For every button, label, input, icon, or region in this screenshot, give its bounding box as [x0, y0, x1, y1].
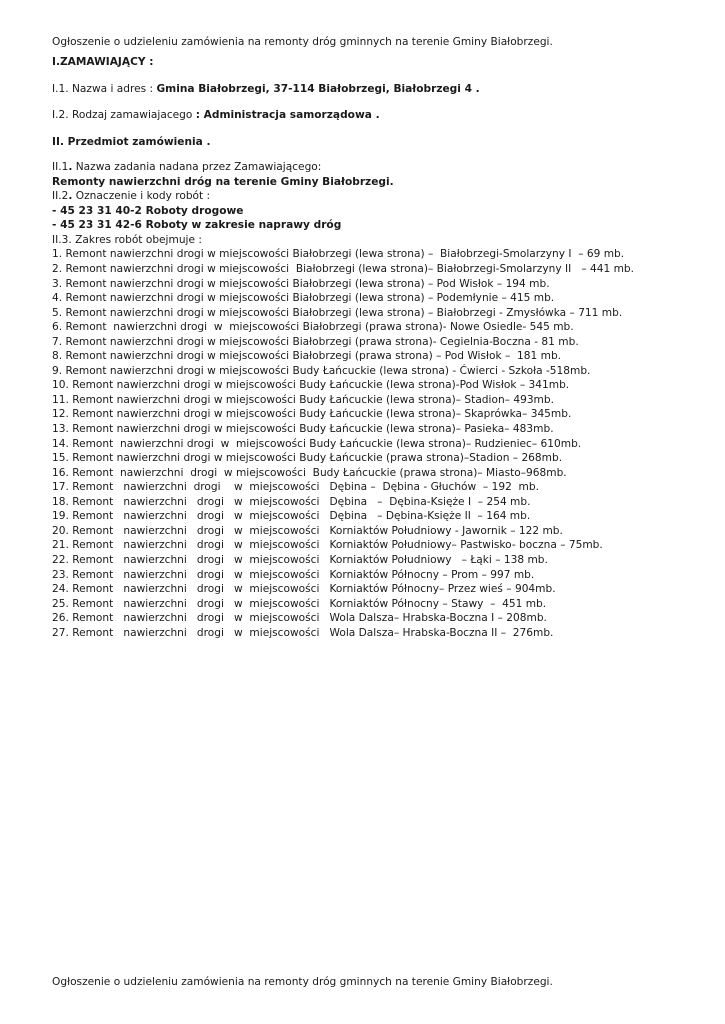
section-1-heading: I.ZAMAWIAJĄCY :	[52, 56, 154, 68]
list-item: 21. Remont nawierzchni drogi w miejscowości Korniaktów Południowy– Pastwisko- boczna – 75mb.	[52, 539, 603, 552]
cpv-code-2: - 45 23 31 42-6 Roboty w zakresie naprawy dróg	[52, 219, 342, 232]
cpv-code-1: - 45 23 31 40-2 Roboty drogowe	[52, 204, 244, 217]
task-name-label: Nazwa zadania nadana przez Zamawiającego:	[72, 161, 322, 174]
list-item: 3. Remont nawierzchni drogi w miejscowości Białobrzegi (lewa strona) – Pod Wisłok – 194 mb.	[52, 277, 550, 290]
list-item: 12. Remont nawierzchni drogi w miejscowości Budy Łańcuckie (lewa strona)– Skaprówka– 345mb.	[52, 408, 572, 421]
list-item: 17. Remont nawierzchni drogi w miejscowości Dębina – Dębina - Głuchów – 192 mb.	[52, 481, 539, 494]
codes-number-dot: .	[68, 190, 73, 203]
page-header: Ogłoszenie o udzieleniu zamówienia na remonty dróg gminnych na terenie Gminy Białobrzegi.	[52, 36, 553, 48]
list-item: 14. Remont nawierzchni drogi w miejscowości Budy Łańcuckie (lewa strona)– Rudzieniec– 610mb.	[52, 437, 582, 450]
address-label: I.1. Nazwa i adres :	[52, 82, 157, 95]
list-item: 5. Remont nawierzchni drogi w miejscowości Białobrzegi (lewa strona) – Białobrzegi - Zmysłówka – 711 mb.	[52, 306, 623, 319]
list-item: 7. Remont nawierzchni drogi w miejscowości Białobrzegi (prawa strona)- Cegielnia-Boczna - 81 mb.	[52, 335, 579, 348]
list-item: 22. Remont nawierzchni drogi w miejscowości Korniaktów Południowy – Łąki – 138 mb.	[52, 553, 548, 566]
entity-type-label: I.2. Rodzaj zamawiajacego	[52, 109, 196, 122]
list-item: 23. Remont nawierzchni drogi w miejscowości Korniaktów Północny – Prom – 997 mb.	[52, 568, 535, 581]
list-item: 1. Remont nawierzchni drogi w miejscowości Białobrzegi (lewa strona) – Białobrzegi-Smolarzyny I – 69 mb.	[52, 248, 625, 261]
list-item: 20. Remont nawierzchni drogi w miejscowości Korniaktów Południowy - Jawornik – 122 mb.	[52, 524, 563, 537]
list-item: 13. Remont nawierzchni drogi w miejscowości Budy Łańcuckie (lewa strona)– Pasieka– 483mb.	[52, 423, 554, 436]
list-item: 9. Remont nawierzchni drogi w miejscowości Budy Łańcuckie (lewa strona) - Ćwierci - Szkoła -518mb.	[52, 364, 591, 377]
list-item: 2. Remont nawierzchni drogi w miejscowości Białobrzegi (lewa strona)– Białobrzegi-Smolarzyny II – 441 mb.	[52, 263, 634, 276]
codes-number: II.2	[52, 190, 69, 203]
list-item: 27. Remont nawierzchni drogi w miejscowości Wola Dalsza– Hrabska-Boczna II – 276mb.	[52, 626, 554, 639]
scope-label: II.3. Zakres robót obejmuje :	[52, 233, 202, 246]
list-item: 26. Remont nawierzchni drogi w miejscowości Wola Dalsza– Hrabska-Boczna I – 208mb.	[52, 612, 547, 625]
list-item: 11. Remont nawierzchni drogi w miejscowości Budy Łańcuckie (lewa strona)– Stadion– 493mb.	[52, 393, 554, 406]
list-item: 16. Remont nawierzchni drogi w miejscowości Budy Łańcuckie (prawa strona)– Miasto–968mb.	[52, 466, 567, 479]
codes-label-line	[52, 189, 702, 204]
entity-type-line	[52, 108, 702, 123]
list-item: 10. Remont nawierzchni drogi w miejscowości Budy Łańcuckie (lewa strona)-Pod Wisłok – 341mb.	[52, 379, 570, 392]
task-number: II.1	[52, 161, 69, 174]
list-item: 25. Remont nawierzchni drogi w miejscowości Korniaktów Północny – Stawy – 451 mb.	[52, 597, 547, 610]
entity-type-value: : Administracja samorządowa .	[195, 109, 380, 122]
list-item: 6. Remont nawierzchni drogi w miejscowości Białobrzegi (prawa strona)- Nowe Osiedle- 545 mb.	[52, 321, 574, 334]
section-2-heading: II. Przedmiot zamówienia .	[52, 135, 211, 148]
address-line	[52, 82, 702, 97]
task-name-label-line	[52, 160, 702, 175]
list-item: 18. Remont nawierzchni drogi w miejscowości Dębina – Dębina-Księże I – 254 mb.	[52, 495, 531, 508]
list-item: 24. Remont nawierzchni drogi w miejscowości Korniaktów Północny– Przez wieś – 904mb.	[52, 583, 556, 596]
document-body	[52, 55, 702, 640]
list-item: 8. Remont nawierzchni drogi w miejscowości Białobrzegi (prawa strona) – Pod Wisłok – 181 mb.	[52, 350, 562, 363]
page-footer: Ogłoszenie o udzieleniu zamówienia na remonty dróg gminnych na terenie Gminy Białobrzegi.	[52, 976, 553, 988]
address-value: Gmina Białobrzegi, 37-114 Białobrzegi, Białobrzegi 4 .	[156, 82, 480, 95]
codes-label: Oznaczenie i kody robót :	[72, 190, 211, 203]
task-number-dot: .	[68, 161, 73, 174]
scope-list	[52, 247, 702, 640]
list-item: 19. Remont nawierzchni drogi w miejscowości Dębina – Dębina-Księże II – 164 mb.	[52, 510, 531, 523]
task-name: Remonty nawierzchni dróg na terenie Gminy Białobrzegi.	[52, 175, 394, 188]
list-item: 4. Remont nawierzchni drogi w miejscowości Białobrzegi (lewa strona) – Podemłynie – 415 mb.	[52, 292, 555, 305]
list-item: 15. Remont nawierzchni drogi w miejscowości Budy Łańcuckie (prawa strona)–Stadion – 268mb.	[52, 452, 563, 465]
